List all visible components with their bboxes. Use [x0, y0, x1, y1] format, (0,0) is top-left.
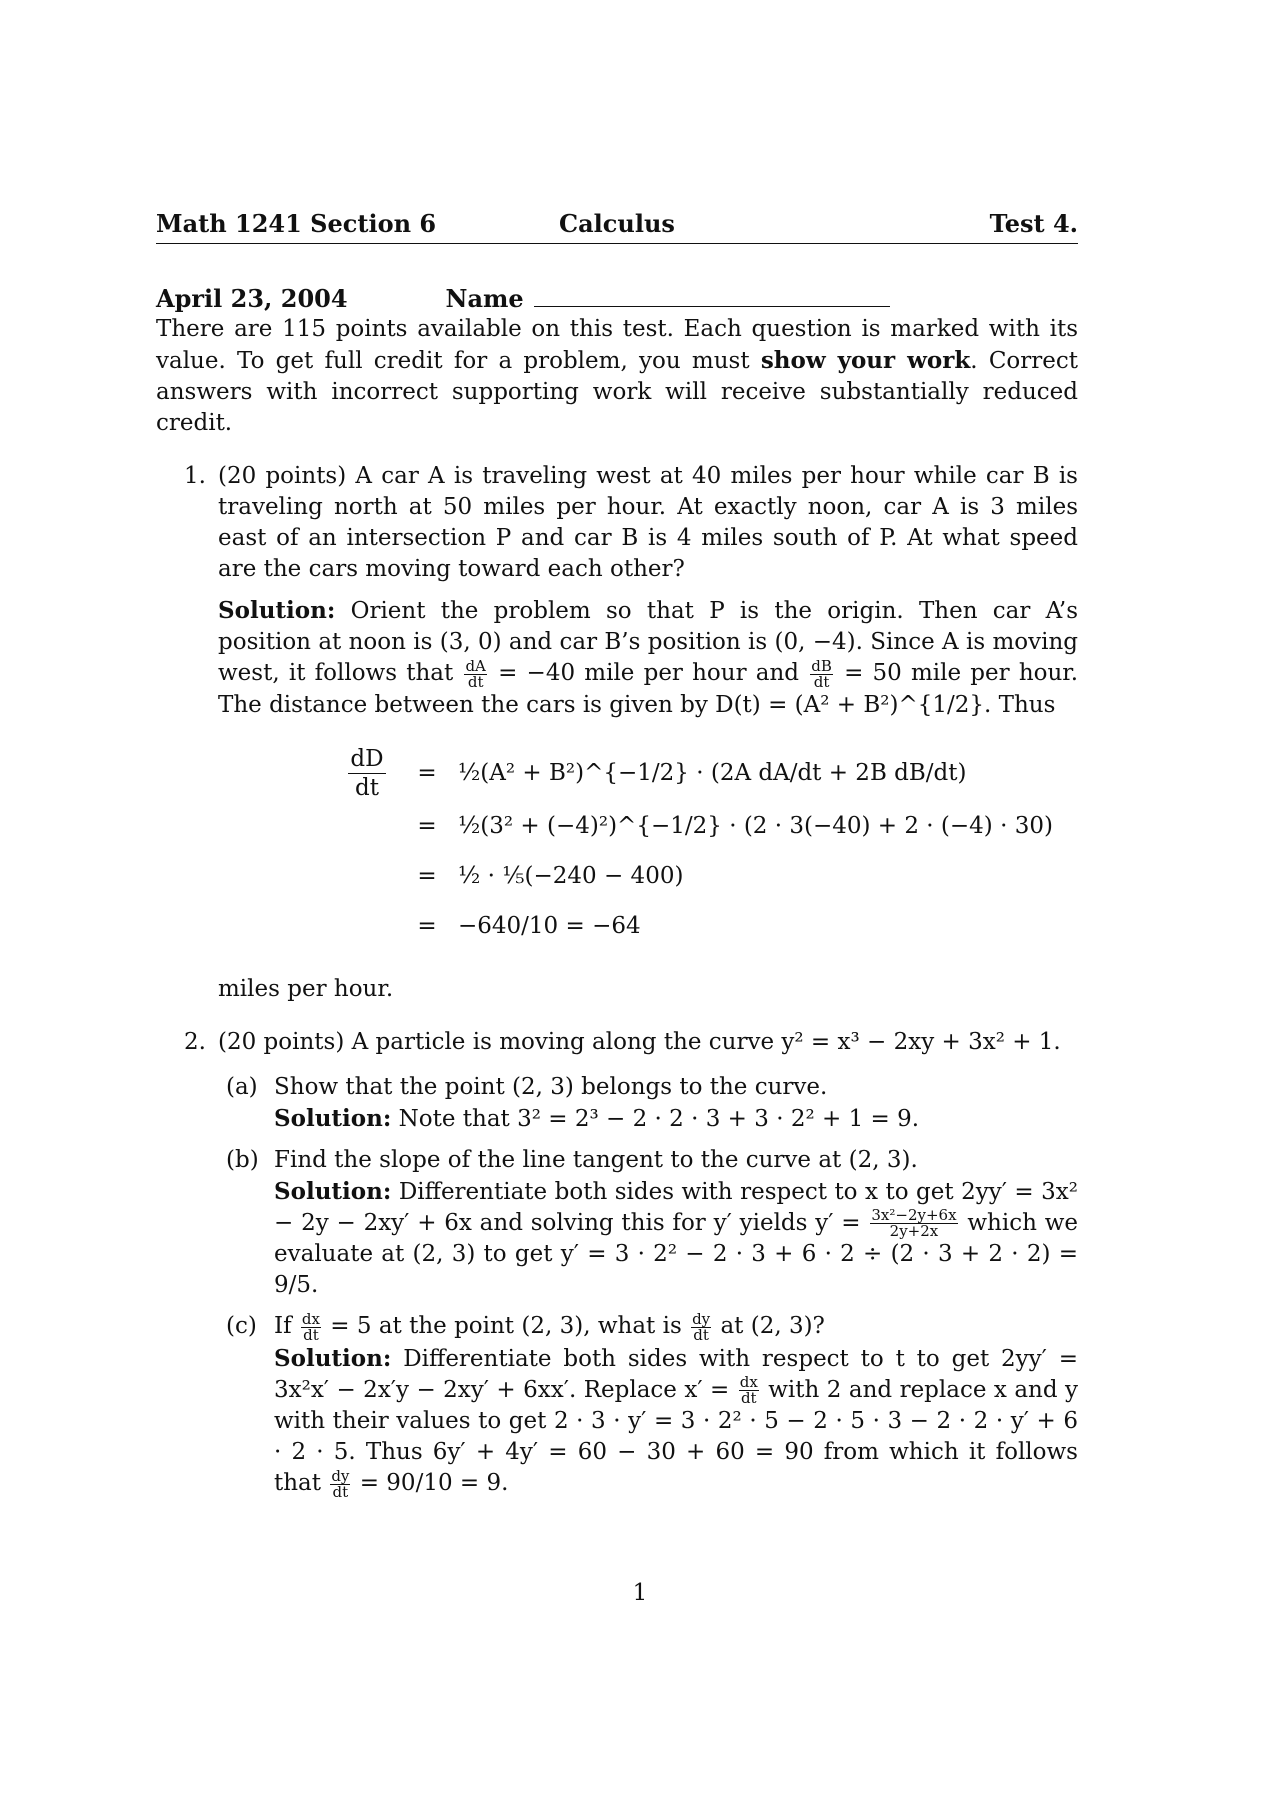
solution-label: Solution:	[218, 597, 336, 624]
step-3: ½ · ⅕(−240 − 400)	[458, 863, 684, 889]
part-c: (c) If $\frac{dx}{dt}$ = 5 at the point (2, 3), what is $\frac{dy}{dt}$ at (2, 3)? Solution: Differentiate both sides with respect to t to get 2yy′ = 3x²x′ − 2x′y − 2xy′ + 6xx′. Replace x′ = $\frac{dx}{dt}$ with 2 and replace x and y with their values to get 2 · 3 · y′ = 3 · 2² · 5 − 2 · 5 · 3 − 2 · 2 · y′ + 6 · 2 · 5. Thus 6y′ + 4y′ = 60 − 30 + 60 = 90 from which it follows that $\frac{dy}{dt}$ = 90/10 = 9.	[226, 1309, 1079, 1501]
solution: Solution: Orient the problem so that P is the origin. Then car A’s position at noon is (3, 0) and car B’s position is (0, −4). Since A is moving west, it follows that $\frac{dA}{dt}$ = −40 mile per hour and $\frac{dB}{dt}$ = 50 mile per hour. The distance between the cars is given by D(t) = (A² + B²)^{1/2}. Thus	[218, 597, 1079, 718]
fraction-dx-dt: $\frac{dx}{dt}$	[301, 1309, 320, 1344]
date-name-line	[156, 282, 1078, 314]
test-page	[156, 208, 1078, 1500]
question-number: 2.	[184, 1028, 206, 1055]
question-2	[156, 1027, 1078, 1500]
answer-units: miles per hour.	[218, 975, 394, 1002]
name-label: Name	[445, 284, 524, 313]
fraction-dA-dt: $\frac{dA}{dt}$	[465, 656, 486, 691]
question-parts	[218, 1072, 1078, 1500]
name-blank	[534, 282, 890, 307]
question-1	[156, 461, 1078, 1005]
instructions: There are 115 points available on this test. Each question is marked with its value. To get full credit for a problem, you must show your work. Correct answers with incorrect supporting work will receive substantially reduced credit.	[156, 316, 1078, 436]
question-prompt: (20 points) A particle is moving along the curve y² = x³ − 2xy + 3x² + 1.	[218, 1028, 1061, 1055]
emphasis-show-work: show your work	[760, 347, 971, 374]
equation-row: = ½(3² + (−4)²)^{−1/2} · (2 · 3(−40) + 2 · (−4) · 30)	[338, 802, 1078, 852]
fraction-dx-dt: $\frac{dx}{dt}$	[739, 1373, 758, 1407]
equation-row: $\frac{dD}{dt}$ = ½(A² + B²)^{−1/2} · (2A dA/dt + 2B dB/dt)	[338, 745, 1078, 802]
equation-array	[338, 745, 1078, 952]
subject-label: Calculus	[559, 209, 675, 238]
fraction-dy-dt: $\frac{dy}{dt}$	[692, 1309, 711, 1344]
page-number: 1	[632, 1580, 648, 1606]
fraction-dD-dt: $\frac{dD}{dt}$	[350, 745, 384, 801]
fraction-dy-dt: $\frac{dy}{dt}$	[331, 1466, 350, 1501]
question-number: 1.	[184, 463, 206, 489]
equation-row: = −640/10 = −64	[338, 902, 1078, 952]
part-a: (a) Show that the point (2, 3) belongs to the curve. Solution: Note that 3² = 2³ − 2 · 2 · 3 + 3 · 2² + 1 = 9.	[226, 1073, 920, 1132]
fraction-slope: $\frac{\text{3x²−2y+6x}}{2y+2x}$	[871, 1206, 957, 1240]
fraction-dB-dt: $\frac{dB}{dt}$	[811, 656, 832, 691]
step-2: ½(3² + (−4)²)^{−1/2} · (2 · 3(−40) + 2 · (−4) · 30)	[458, 813, 1053, 839]
part-b: (b) Find the slope of the line tangent to the curve at (2, 3). Solution: Differentiate both sides with respect to x to get 2yy′ = 3x² − 2y − 2xy′ + 6x and solving this for y′ yields y′ = $\frac{\text{3x²−2y+6x}}{2y+2x}$ which we evaluate at (2, 3) to get y′ = 3 · 2² − 2 · 3 + 6 · 2 ÷ (2 · 3 + 2 · 2) = 9/5.	[226, 1146, 1079, 1298]
question-prompt: (20 points) A car A is traveling west at 40 miles per hour while car B is traveling north at 50 miles per hour. At exactly noon, car A is 3 miles east of an intersection P and car B is 4 miles south of P. At what speed are the cars moving toward each other?	[218, 463, 1078, 582]
test-date: April 23, 2004	[156, 284, 348, 313]
step-1: ½(A² + B²)^{−1/2} · (2A dA/dt + 2B dB/dt)	[458, 759, 967, 786]
test-label: Test 4.	[989, 209, 1078, 238]
page-header	[156, 208, 1078, 244]
step-4: −640/10 = −64	[458, 913, 641, 939]
course-label: Math 1241 Section 6	[156, 209, 437, 238]
equation-row: = ½ · ⅕(−240 − 400)	[338, 852, 1078, 902]
